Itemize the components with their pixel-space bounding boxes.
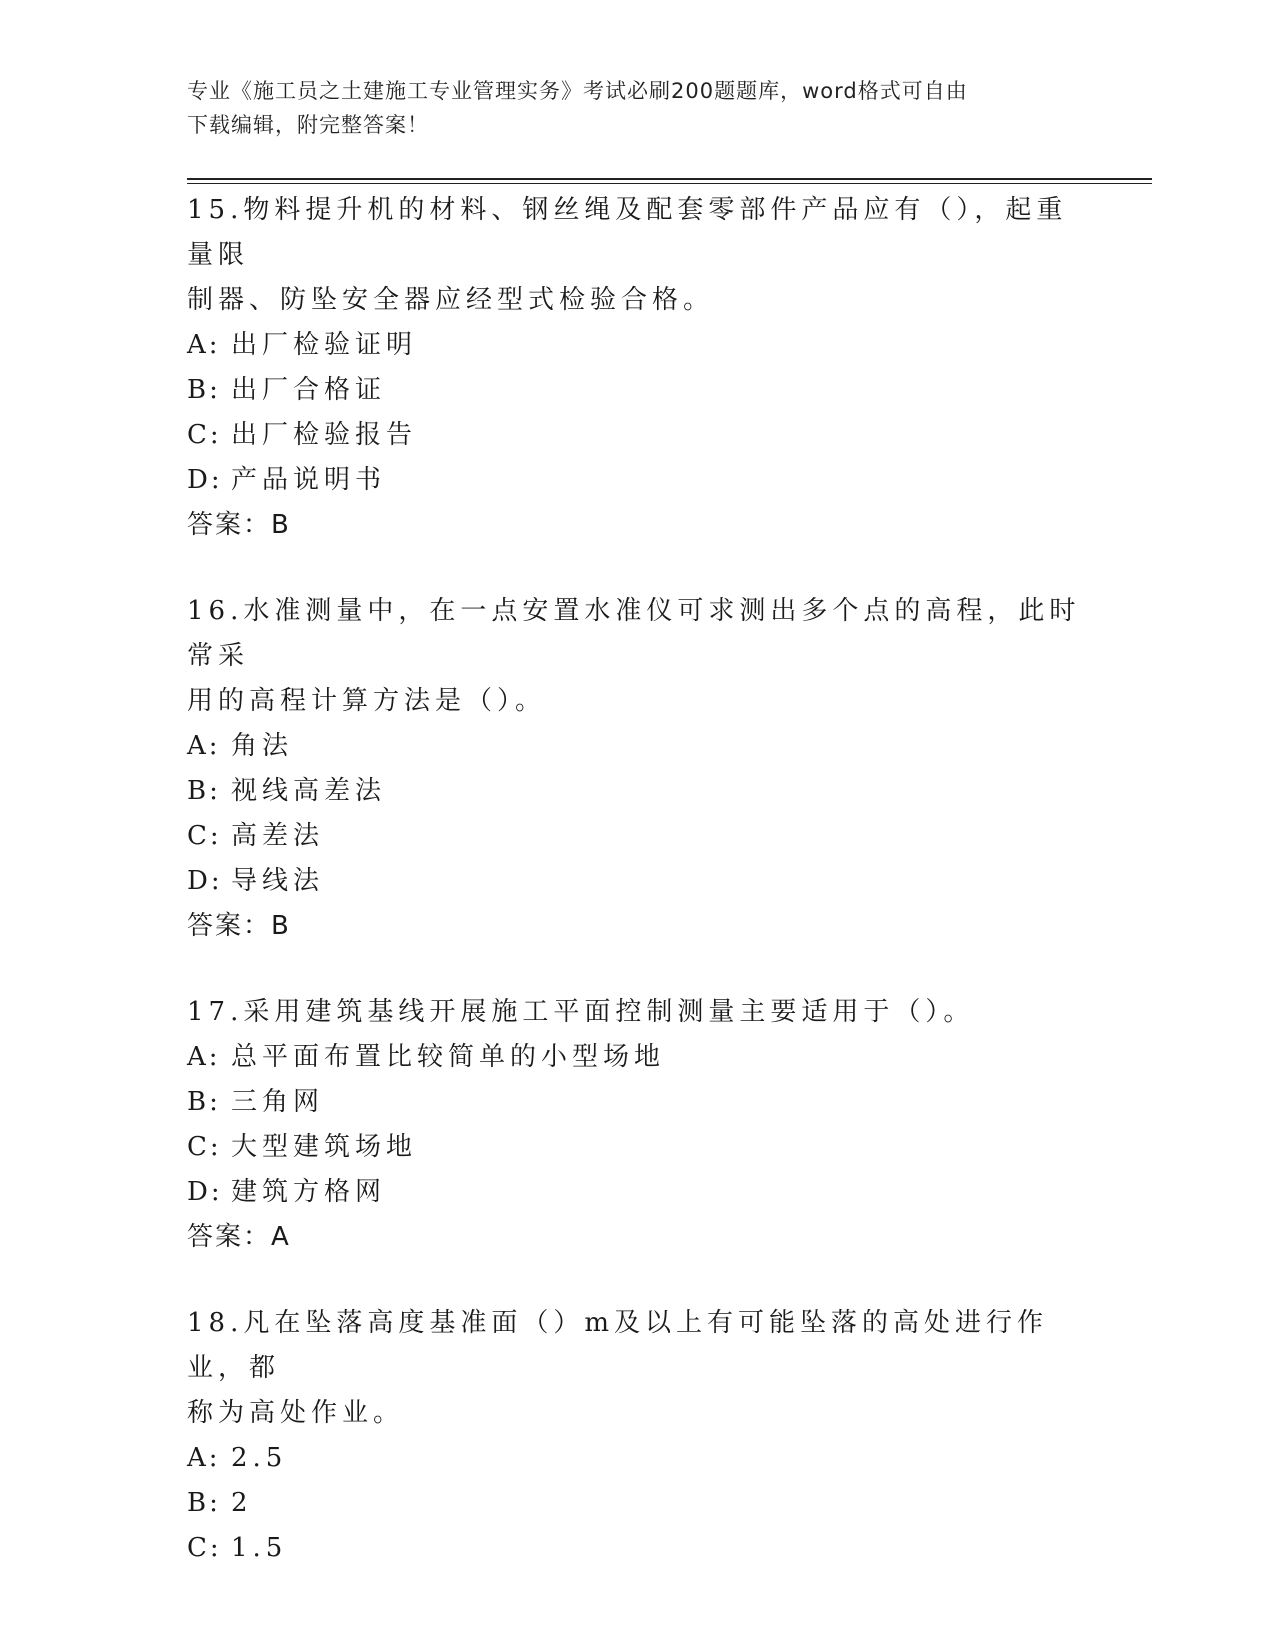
- option-key: C:: [187, 1533, 222, 1563]
- question-stem-line: 制器、防坠安全器应经型式检验合格。: [187, 285, 715, 315]
- option-text: 2: [231, 1488, 253, 1518]
- option-key: B:: [187, 1488, 221, 1518]
- header-divider-thick: [187, 178, 1152, 180]
- option-b: [187, 368, 1087, 413]
- option-a: [187, 724, 1087, 769]
- question-stem-line: 16.水准测量中，在一点安置水准仪可求测出多个点的高程，此时常采: [187, 596, 1081, 671]
- option-text: 产品说明书: [231, 465, 387, 495]
- option-text: 出厂合格证: [231, 375, 387, 405]
- question-stem-line: 称为高处作业。: [187, 1398, 405, 1428]
- option-key: A:: [187, 1443, 221, 1473]
- option-text: 出厂检验证明: [231, 330, 418, 360]
- question-stem-line: 17.采用建筑基线开展施工平面控制测量主要适用于（）。: [187, 997, 975, 1027]
- option-text: 建筑方格网: [231, 1177, 387, 1207]
- option-d: [187, 1170, 1087, 1215]
- option-key: A:: [187, 330, 221, 360]
- option-key: C:: [187, 420, 222, 450]
- question-15: [187, 188, 1087, 548]
- option-b: [187, 1080, 1087, 1125]
- option-key: D:: [187, 866, 223, 896]
- option-text: 三角网: [231, 1087, 325, 1117]
- option-b: [187, 1481, 1087, 1526]
- answer-line: 答案：B: [187, 510, 291, 540]
- option-key: C:: [187, 1132, 222, 1162]
- option-text: 大型建筑场地: [231, 1132, 418, 1162]
- option-c: [187, 1125, 1087, 1170]
- header-line-2: 下载编辑，附完整答案！: [187, 113, 429, 137]
- option-d: [187, 458, 1087, 503]
- header-line-1: 专业《施工员之土建施工专业管理实务》考试必刷200题题库，word格式可自由: [187, 79, 968, 103]
- option-text: 1.5: [231, 1533, 288, 1563]
- document-header: [187, 74, 1087, 142]
- option-text: 总平面布置比较简单的小型场地: [231, 1042, 666, 1072]
- option-key: B:: [187, 776, 221, 806]
- option-key: C:: [187, 821, 222, 851]
- option-key: D:: [187, 1177, 223, 1207]
- question-list: [187, 188, 1087, 1571]
- question-18: [187, 1301, 1087, 1571]
- option-key: A:: [187, 731, 221, 761]
- option-a: [187, 1035, 1087, 1080]
- option-text: 视线高差法: [231, 776, 387, 806]
- option-text: 导线法: [231, 866, 325, 896]
- question-16: [187, 589, 1087, 949]
- option-key: B:: [187, 375, 221, 405]
- question-stem-line: 用的高程计算方法是（）。: [187, 686, 547, 716]
- header-divider-thin: [187, 183, 1152, 184]
- option-c: [187, 1526, 1087, 1571]
- option-text: 高差法: [231, 821, 325, 851]
- option-text: 角法: [231, 731, 294, 761]
- option-b: [187, 769, 1087, 814]
- question-17: [187, 990, 1087, 1260]
- option-key: B:: [187, 1087, 221, 1117]
- option-c: [187, 814, 1087, 859]
- question-stem-line: 15.物料提升机的材料、钢丝绳及配套零部件产品应有（），起重量限: [187, 195, 1068, 270]
- option-text: 2.5: [231, 1443, 288, 1473]
- answer-line: 答案：B: [187, 911, 291, 941]
- answer-line: 答案：A: [187, 1222, 291, 1252]
- option-key: A:: [187, 1042, 221, 1072]
- option-a: [187, 1436, 1087, 1481]
- option-c: [187, 413, 1087, 458]
- option-d: [187, 859, 1087, 904]
- question-stem-line: 18.凡在坠落高度基准面（）m及以上有可能坠落的高处进行作业，都: [187, 1308, 1049, 1383]
- option-a: [187, 323, 1087, 368]
- option-key: D:: [187, 465, 223, 495]
- option-text: 出厂检验报告: [231, 420, 418, 450]
